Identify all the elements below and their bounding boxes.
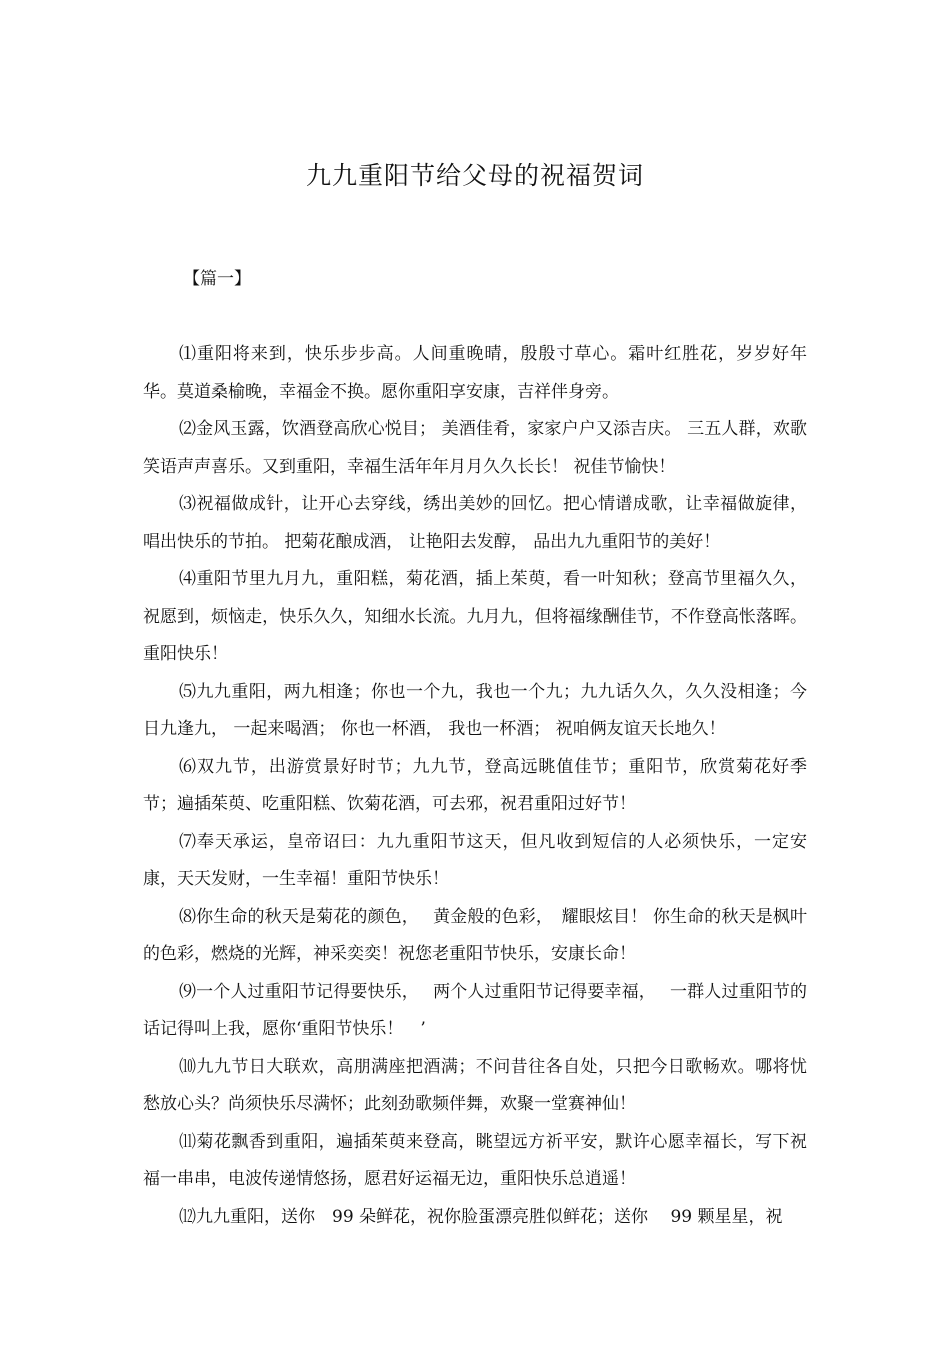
paragraph-6: ⑹双九节，出游赏景好时节；九九节，登高远眺值佳节；重阳节，欣赏菊花好季节；遍插茱萸、吃重阳糕、饮菊花酒，可去邪，祝君重阳过好节！ <box>143 756 807 814</box>
paragraph-1: ⑴重阳将来到，快乐步步高。人间重晚晴，殷殷寸草心。霜叶红胜花，岁岁好年华。莫道桑榆晚，幸福金不换。愿你重阳享安康，吉祥伴身旁。 <box>143 344 807 402</box>
paragraph-10: ⑽九九节日大联欢，高朋满座把酒满；不问昔往各自处，只把今日歌畅欢。哪将忧愁放心头？尚须快乐尽满怀；此刻劲歌频伴舞，欢聚一堂赛神仙！ <box>143 1056 807 1114</box>
paragraph-5: ⑸九九重阳，两九相逢；你也一个九，我也一个九；九九话久久，久久没相逢；今日九逢九， 一起来喝酒； 你也一杯酒， 我也一杯酒； 祝咱俩友谊天长地久！ <box>143 681 807 739</box>
document-body <box>143 336 807 1236</box>
paragraph-12: ⑿九九重阳，送你 99 朵鲜花，祝你脸蛋漂亮胜似鲜花；送你 99 颗星星，祝 <box>179 1206 783 1227</box>
paragraph-2: ⑵金风玉露，饮酒登高欣心悦目； 美酒佳肴，家家户户又添吉庆。 三五人群，欢歌笑语声声喜乐。又到重阳，幸福生活年年月月久久长长！ 祝佳节愉快！ <box>143 419 807 477</box>
document-title: 九九重阳节给父母的祝福贺词 <box>305 161 644 190</box>
paragraph-7: ⑺奉天承运，皇帝诏曰：九九重阳节这天，但凡收到短信的人必须快乐，一定安康，天天发财，一生幸福！重阳节快乐！ <box>143 831 807 889</box>
paragraph-3: ⑶祝福做成针，让开心去穿线，绣出美妙的回忆。把心情谱成歌，让幸福做旋律，唱出快乐的节拍。 把菊花酿成酒， 让艳阳去发醇， 品出九九重阳节的美好！ <box>143 494 807 552</box>
paragraph-4: ⑷重阳节里九月九，重阳糕，菊花酒，插上茱萸，看一叶知秋；登高节里福久久，祝愿到，烦恼走，快乐久久，知细水长流。九月九，但将福缘酬佳节，不作登高怅落晖。重阳快乐！ <box>143 569 807 664</box>
paragraph-11: ⑾菊花飘香到重阳，遍插茱萸来登高，眺望远方祈平安，默许心愿幸福长，写下祝福一串串，电波传递情悠扬，愿君好运福无边，重阳快乐总逍遥！ <box>143 1131 807 1189</box>
section-label: 【篇一】 <box>183 269 251 289</box>
paragraph-9: ⑼一个人过重阳节记得要快乐， 两个人过重阳节记得要幸福， 一群人过重阳节的话记得叫上我，愿你‘重阳节快乐！ ’ <box>143 981 807 1039</box>
paragraph-8: ⑻你生命的秋天是菊花的颜色， 黄金般的色彩， 耀眼炫目！ 你生命的秋天是枫叶的色彩，燃烧的光辉，神采奕奕！祝您老重阳节快乐，安康长命！ <box>143 906 807 964</box>
